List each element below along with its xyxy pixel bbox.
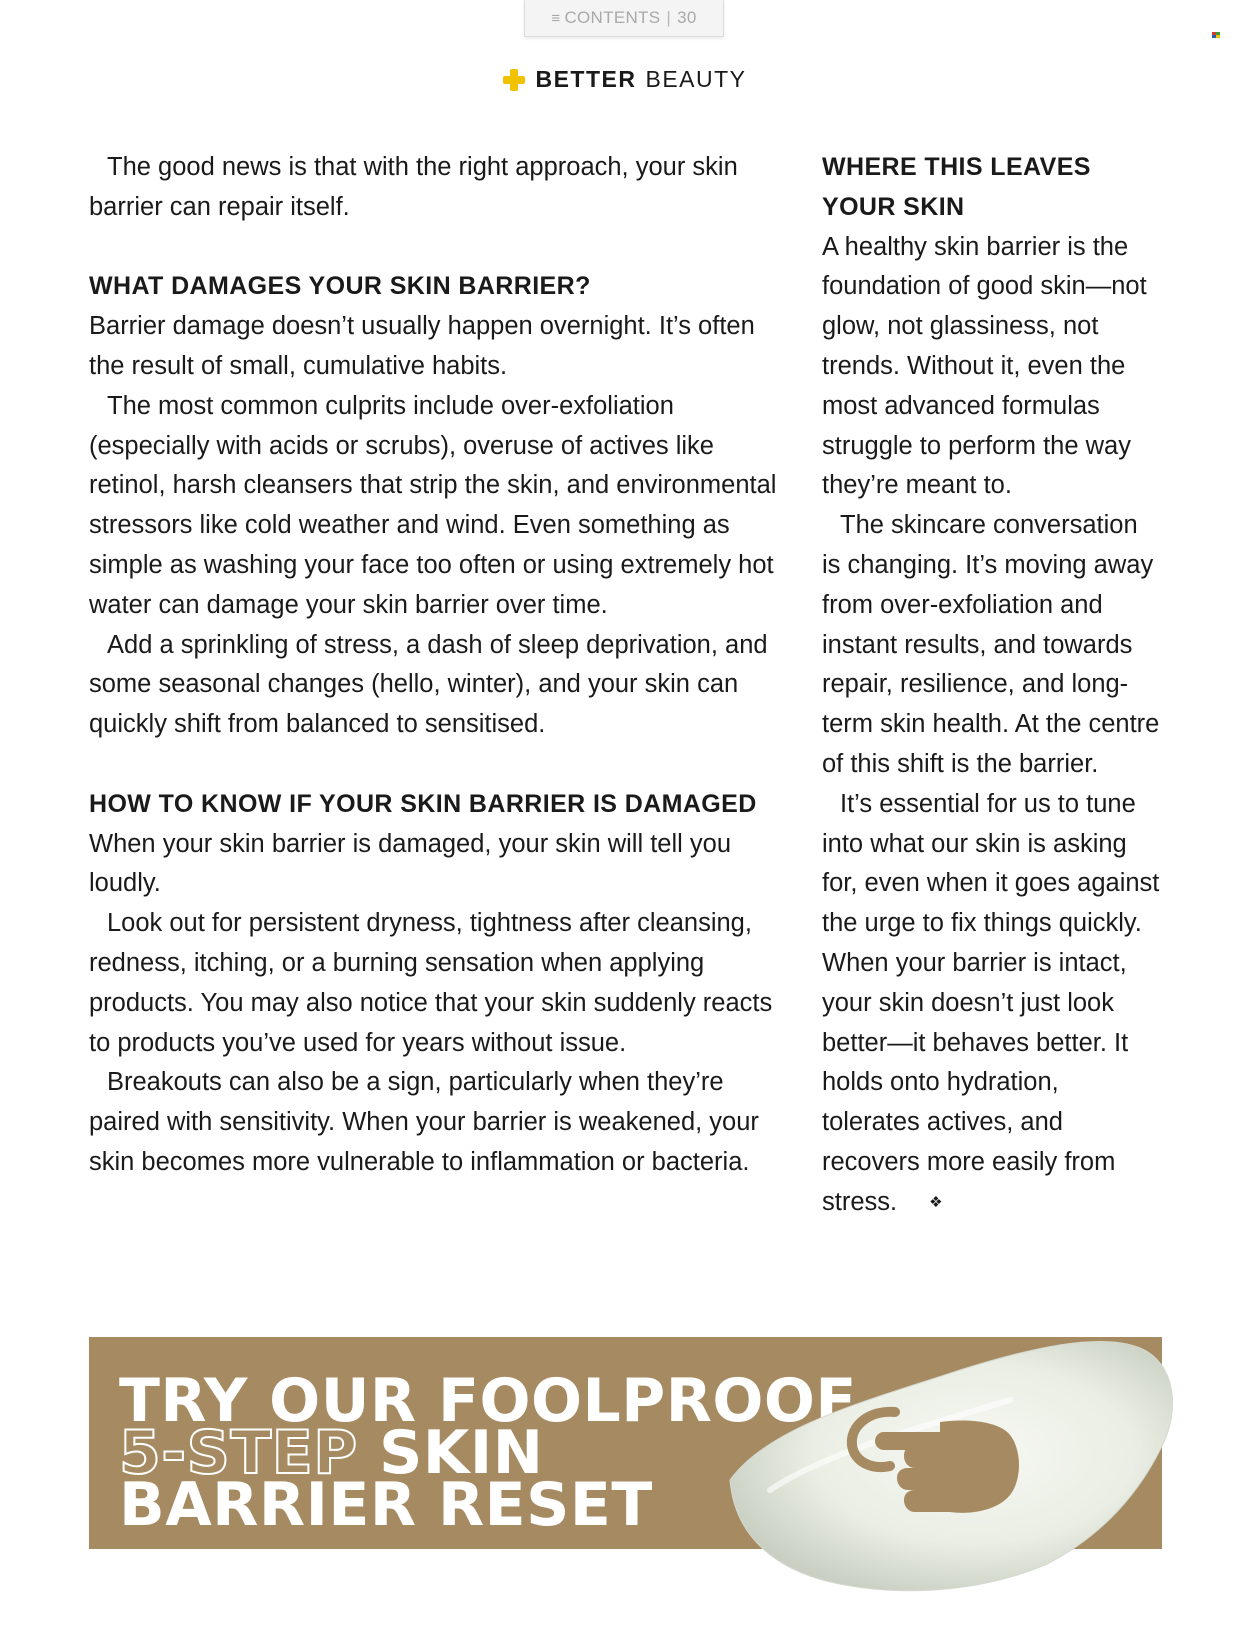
contents-label: CONTENTS <box>564 8 661 27</box>
paragraph: The most common culprits include over-exfoliation (especially with acids or scrubs), overuse of actives like retinol, harsh cleansers that strip the skin, and environmental stressors like cold weather and wind. Even something as simple as washing your face too often or using extremely hot water can damage your skin barrier over time. <box>89 391 777 619</box>
cream-swatch-image <box>710 1330 1180 1600</box>
left-column <box>89 148 794 1183</box>
heading-leaves: WHERE THIS LEAVES YOUR SKIN <box>822 153 1091 221</box>
paragraph: The skincare conversation is changing. It’s moving away from over-exfoliation and instant results, and towards repair, resilience, and long-term skin health. At the centre of this shift is the barrier. <box>822 511 1160 778</box>
paragraph: A healthy skin barrier is the foundation of good skin—not glow, not glassiness, not trends. Without it, even the most advanced formulas struggle to perform the way they’re meant to. <box>822 232 1147 500</box>
heading-damages: WHAT DAMAGES YOUR SKIN BARRIER? <box>89 272 591 301</box>
intro-paragraph: The good news is that with the right approach, your skin barrier can repair itself. <box>89 153 738 221</box>
right-column <box>822 148 1162 1223</box>
paragraph: When your skin barrier is damaged, your skin will tell you loudly. <box>89 829 732 898</box>
paragraph: Look out for persistent dryness, tightness after cleansing, redness, itching, or a burning sensation when applying products. You may also notice that your skin suddenly reacts to products you’ve used for years without issue. <box>89 909 773 1057</box>
corner-mark <box>1212 32 1221 39</box>
paragraph: Barrier damage doesn’t usually happen overnight. It’s often the result of small, cumulative habits. <box>89 312 755 380</box>
paragraph: Breakouts can also be a sign, particularly when they’re paired with sensitivity. When your barrier is weakened, your skin becomes more vulnerable to inflammation or bacteria. <box>89 1068 759 1176</box>
paragraph <box>822 785 1162 1223</box>
section-title-regular: BEAUTY <box>645 66 747 92</box>
paragraph-text: It’s essential for us to tune into what our skin is asking for, even when it goes against the urge to fix things quickly. When your barrier is intact, your skin doesn’t just look better—it behaves better. It holds onto hydration, tolerates actives, and recovers more easily from stress. <box>822 789 1160 1216</box>
contents-tab[interactable] <box>524 0 724 37</box>
paragraph: Add a sprinkling of stress, a dash of sleep deprivation, and some seasonal changes (hello, winter), and your skin can quickly shift from balanced to sensitised. <box>89 630 768 739</box>
plus-icon <box>503 69 525 91</box>
banner-line-2: SKIN <box>379 1418 544 1488</box>
section-title-bold: BETTER <box>535 66 637 92</box>
banner-line-3: BARRIER RESET <box>119 1470 653 1540</box>
separator: | <box>666 8 672 27</box>
section-header <box>0 66 1250 93</box>
page-number: 30 <box>677 8 697 27</box>
menu-icon: ≡ <box>551 9 561 27</box>
banner-outline-text: 5-STEP <box>119 1418 358 1488</box>
end-mark-icon: ❖ <box>929 1194 943 1212</box>
banner-line-1: TRY OUR FOOLPROOF <box>119 1366 857 1436</box>
heading-know: HOW TO KNOW IF YOUR SKIN BARRIER IS DAMAGED <box>89 789 757 818</box>
